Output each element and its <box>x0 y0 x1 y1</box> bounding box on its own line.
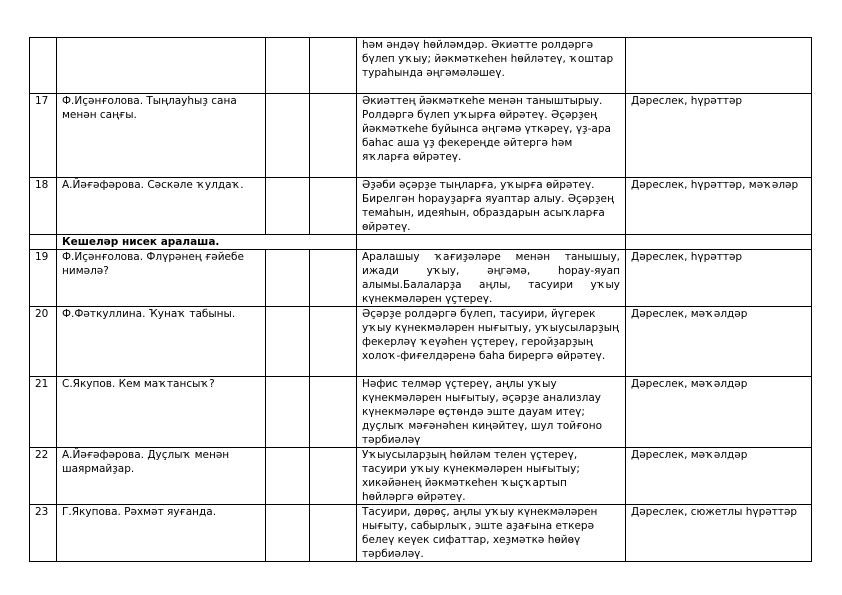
empty-cell <box>266 250 310 307</box>
lesson-material: Дәреслек, мәҡәлдәр <box>626 307 812 377</box>
empty-cell <box>310 250 357 307</box>
section-title: Кешеләр нисек аралаша. <box>57 235 357 250</box>
lesson-number: 20 <box>30 307 57 377</box>
table-row <box>30 250 812 307</box>
lesson-plan-table <box>29 37 812 562</box>
empty-cell <box>310 377 357 448</box>
lesson-number: 21 <box>30 377 57 448</box>
lesson-topic: А.Йәғәфәрова. Сәскәле ҡулдаҡ. <box>57 178 266 235</box>
lesson-number: 17 <box>30 94 57 178</box>
table-row <box>30 178 812 235</box>
lesson-topic: А.Йәғәфәрова. Дуҫлыҡ менән шаярмайҙар. <box>57 448 266 505</box>
lesson-number: 22 <box>30 448 57 505</box>
empty-cell <box>310 94 357 178</box>
lesson-content: Тасуири, дөрөҫ, аңлы уҡыу күнекмәләрен нығыту, сабырлыҡ, эште аҙағына еткерә белеү кеүек сифаттар, хеҙмәткә һөйөү тәрбиәләү. <box>357 505 626 562</box>
lesson-content: Әкиәттең йәкмәткеһе менән таныштырыу. Ролдәргә бүлеп уҡырға өйрәтеү. Әҫәрҙең йәкмәткеһе буйынса әңгәмә үткәреү, үҙ-ара баһас аша үҙ фекереңде әйтергә һәм яҡларға өйрәтеү. <box>357 94 626 178</box>
lesson-topic: Ф.Иҫәнғолова. Тыңлауһыҙ сана менән саңғы. <box>57 94 266 178</box>
lesson-number: 18 <box>30 178 57 235</box>
lesson-material: Дәреслек, мәҡәлдәр <box>626 448 812 505</box>
lesson-topic: Ф.Фәткуллина. Ҡунаҡ табыны. <box>57 307 266 377</box>
lesson-topic: Г.Якупова. Рәхмәт яуғанда. <box>57 505 266 562</box>
empty-cell <box>30 235 57 250</box>
empty-cell <box>266 94 310 178</box>
empty-cell <box>310 307 357 377</box>
lesson-topic: С.Якупов. Кем маҡтансыҡ? <box>57 377 266 448</box>
empty-cell <box>357 235 626 250</box>
lesson-material: Дәреслек, мәҡәлдәр <box>626 377 812 448</box>
lesson-content: Нәфис телмәр үҫтереү, аңлы уҡыу күнекмәләрен нығытыу, әҫәрҙе анализлау күнекмәләре өҫтөндә эште дауам итеү; дуҫлыҡ мәғәнәһен киңәйтеү, шул тойғоно тәрбиәләү <box>357 377 626 448</box>
lesson-number: 23 <box>30 505 57 562</box>
lesson-content: Әҙәби әҫәрҙе тыңларға, уҡырға өйрәтеү. Бирелгән һорауҙарға яуаптар алыу. Әҫәрҙең темаһын, идеяһын, образдарын асыҡларға өйрәтеү. <box>357 178 626 235</box>
empty-cell <box>266 377 310 448</box>
lesson-content: һәм әндәү һөйләмдәр. Әкиәтте ролдәргә бүлеп уҡыу; йәкмәткеһен һөйләтеү, ҡоштар тураһында әңгәмәләшеү. <box>357 38 626 94</box>
empty-cell <box>310 38 357 94</box>
empty-cell <box>266 505 310 562</box>
empty-cell <box>310 505 357 562</box>
lesson-content: Уҡыусыларҙың һөйләм телен үҫтереү, тасуири уҡыу күнекмәләрен нығытыу; хикәйәнең йәкмәткеһен ҡыҫҡартып һөйләргә өйрәтеү. <box>357 448 626 505</box>
lesson-topic: Ф.Иҫәнғолова. Флүрәнең ғәйебе нимәлә? <box>57 250 266 307</box>
table-row <box>30 94 812 178</box>
lesson-material: Дәреслек, һүрәттәр, мәҡәләр <box>626 178 812 235</box>
table-row <box>30 38 812 94</box>
section-row <box>30 235 812 250</box>
lesson-number: 19 <box>30 250 57 307</box>
table-row <box>30 307 812 377</box>
empty-cell <box>310 448 357 505</box>
empty-cell <box>266 178 310 235</box>
lesson-topic <box>57 38 266 94</box>
lesson-material: Дәреслек, сюжетлы һүрәттәр <box>626 505 812 562</box>
table-row <box>30 377 812 448</box>
empty-cell <box>266 307 310 377</box>
table-row <box>30 505 812 562</box>
empty-cell <box>310 178 357 235</box>
lesson-material <box>626 38 812 94</box>
lesson-number <box>30 38 57 94</box>
table-row <box>30 448 812 505</box>
lesson-material: Дәреслек, һүрәттәр <box>626 250 812 307</box>
lesson-material: Дәреслек, һүрәттәр <box>626 94 812 178</box>
empty-cell <box>266 38 310 94</box>
lesson-content: Әҫәрҙе ролдәргә бүлеп, тасуири, йүгерек уҡыу күнекмәләрен нығытыу, уҡыусыларҙың фекерләү ҡеүәһен үҫтереү, геройҙарҙың холоҡ-фиғелдәренә баһа бирергә өйрәтеү. <box>357 307 626 377</box>
lesson-content: Аралашыу ҡағиҙәләре менән танышыу, ижади уҡыу, әңгәмә, һорау-яуап алымы.Балаларҙа аңлы, тасуири уҡыу күнекмәләрен үҫтереү. <box>357 250 626 307</box>
empty-cell <box>626 235 812 250</box>
empty-cell <box>266 448 310 505</box>
